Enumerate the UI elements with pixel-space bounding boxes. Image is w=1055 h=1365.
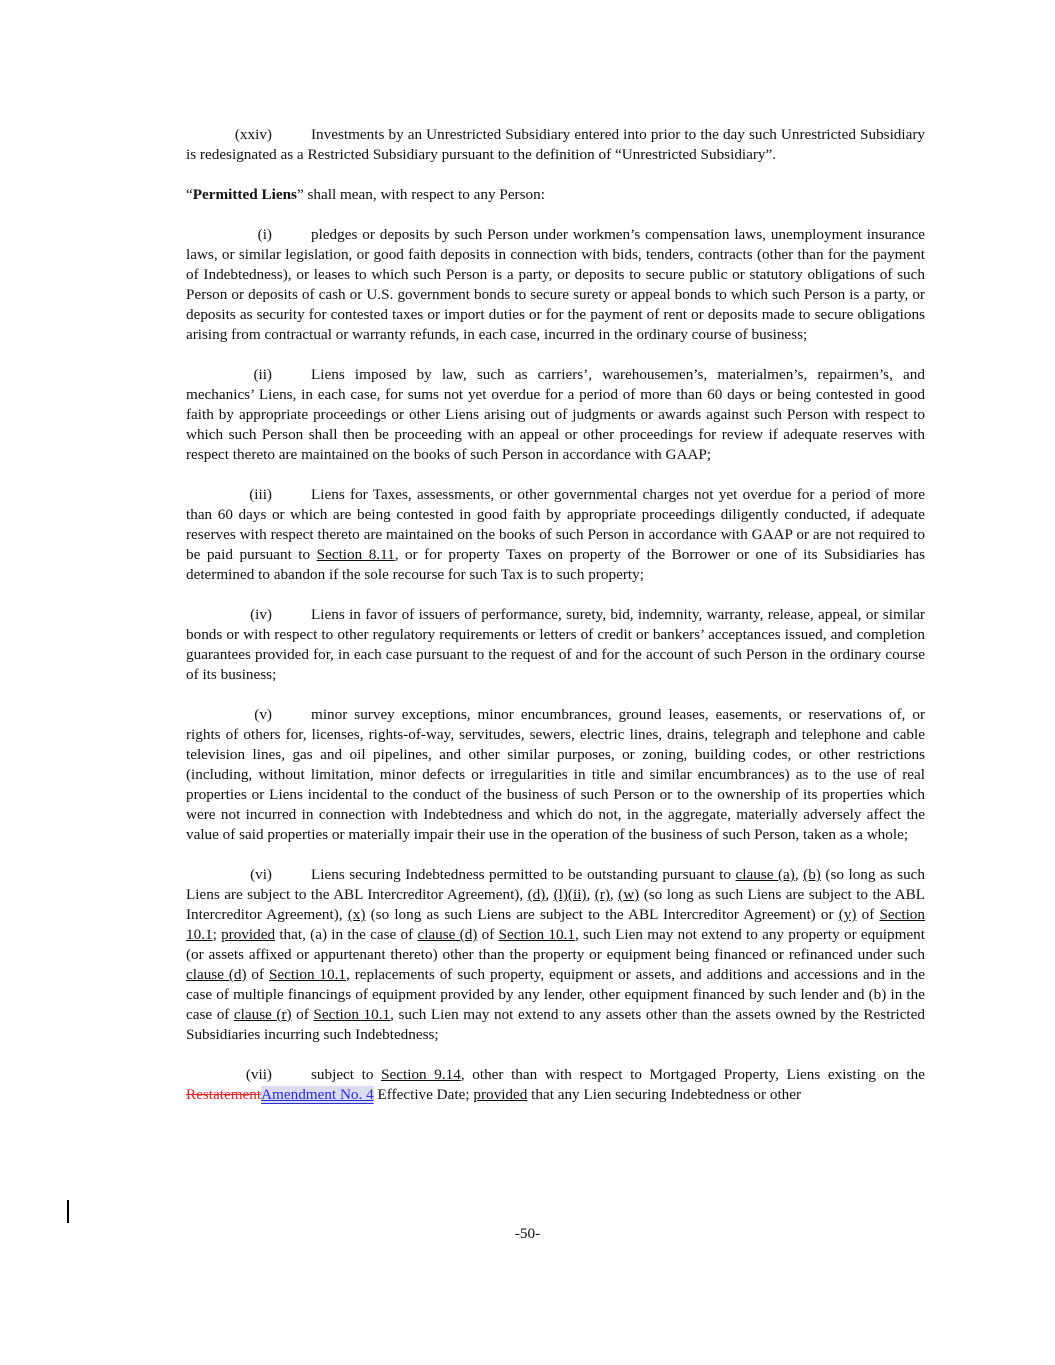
clause-paragraph [186, 485, 925, 585]
cross-reference: clause (d) [186, 966, 247, 983]
inserted-text: Amendment No. 4 [261, 1086, 374, 1103]
text-run: minor survey exceptions, minor encumbrances, ground leases, easements, or reservations of, or rights of others for, licenses, rights-of-way, servitudes, sewers, electric lines, drains, telegraph and telephone and cable television lines, gas and oil pipelines, and other similar purposes, or zoning, building codes, or other restrictions (including, without limitation, minor defects or irregularities in title and similar encumbrances) as to the use of real properties or Liens incidental to the conduct of the business of such Person or to the ownership of its properties which were not incurred in connection with Indebtedness and which do not, in the aggregate, materially adversely affect the value of said properties or materially impair their use in the operation of the business of such Person, taken as a whole; [186, 706, 925, 843]
text-run: “ [186, 186, 193, 203]
deleted-text: Restatement [186, 1086, 262, 1103]
cross-reference: clause (d) [417, 926, 478, 943]
clause-label: (iv) [250, 606, 272, 623]
text-run: subject to [311, 1066, 382, 1083]
cross-reference: (d) [527, 886, 546, 903]
cross-reference: provided [473, 1086, 528, 1103]
clause-label: (vi) [250, 866, 272, 883]
cross-reference: clause (r) [233, 1006, 292, 1023]
text-run: (so long as such Liens are subject to the ABL Intercreditor Agreement) or [365, 906, 839, 923]
cross-reference: (x) [347, 906, 366, 923]
clause-paragraph [186, 1065, 925, 1105]
cross-reference: provided [221, 926, 276, 943]
text-run: (so long as such Liens are subject to the ABL Intercreditor Agreement), [186, 886, 925, 923]
text-run: , or for property Taxes on property of the Borrower or one of its Subsidiaries has determined to abandon if the sole recourse for such Tax is to such property; [186, 546, 925, 583]
clause-paragraph [186, 365, 925, 465]
cross-reference: Section 10.1 [498, 926, 575, 943]
text-run: of [856, 906, 880, 923]
cross-reference: (l)(ii) [553, 886, 587, 903]
text-run: Effective Date; [373, 1086, 474, 1103]
cross-reference: Section 10.1 [268, 966, 347, 983]
cross-reference: clause (a) [735, 866, 795, 883]
text-run: ; [212, 926, 222, 943]
defined-term: Permitted Liens [192, 186, 297, 203]
clause-label: (iii) [249, 486, 272, 503]
cross-reference: (w) [618, 886, 640, 903]
text-run: , [609, 886, 619, 903]
clause-paragraph [186, 605, 925, 685]
text-run: of [246, 966, 269, 983]
definition-paragraph [186, 185, 925, 205]
text-run: , [794, 866, 804, 883]
text-run: pledges or deposits by such Person under workmen’s compensation laws, unemployment insurance laws, or similar legislation, or good faith deposits in connection with bids, tenders, contracts (other than for the payment of Indebtedness), or leases to which such Person is a party, or deposits to secure public or statutory obligations of such Person or deposits of cash or U.S. government bonds to secure surety or appeal bonds to which such Person is a party, or deposits as security for contested taxes or import duties or for the payment of rent or deposits made to secure obligations arising from contractual or warranty refunds, in each case, incurred in the ordinary course of business; [186, 226, 925, 343]
text-run: Liens for Taxes, assessments, or other governmental charges not yet overdue for a period of more than 60 days or which are being contested in good faith by appropriate proceedings diligently conducted, if adequate reserves with respect thereto are maintained on the books of such Person in accordance with GAAP or are not required to be paid pursuant to [186, 486, 925, 563]
text-run: (so long as such Liens are subject to the ABL Intercreditor Agreement), [186, 866, 926, 903]
text-run: of [477, 926, 499, 943]
clause-paragraph [186, 125, 925, 165]
cross-reference: Section 10.1 [186, 906, 925, 943]
clause-paragraph [186, 865, 925, 1045]
text-run: Liens securing Indebtedness permitted to be outstanding pursuant to [311, 866, 736, 883]
text-run: , [545, 886, 554, 903]
document-body [186, 125, 925, 1125]
cross-reference: Section 9.14 [381, 1066, 461, 1083]
clause-label: (i) [257, 226, 272, 243]
text-run: Investments by an Unrestricted Subsidiary entered into prior to the day such Unrestricted Subsidiary is redesignated as a Restricted Subsidiary pursuant to the definition of “Unrestricted Subsidiary”. [186, 126, 925, 163]
text-run: , such Lien may not extend to any property or equipment (or assets affixed or appurtenant thereto) other than the property or equipment being financed or refinanced under such [186, 926, 925, 963]
text-run: that any Lien securing Indebtedness or other [527, 1086, 802, 1103]
page-number: -50- [514, 1225, 541, 1242]
change-bar [67, 1200, 69, 1223]
clause-label: (vii) [245, 1066, 272, 1083]
clause-label: (v) [254, 706, 272, 723]
cross-reference: Section 8.11 [316, 546, 395, 563]
text-run: ” shall mean, with respect to any Person: [296, 186, 545, 203]
clause-paragraph [186, 705, 925, 845]
text-run: Liens in favor of issuers of performance, surety, bid, indemnity, warranty, release, appeal, or similar bonds or with respect to other regulatory requirements or letters of credit or bankers’ acceptances issued, and completion guarantees provided for, in each case pursuant to the request of and for the account of such Person in the ordinary course of its business; [186, 606, 925, 683]
clause-label: (xxiv) [234, 126, 272, 143]
clause-label: (ii) [253, 366, 272, 383]
text-run: , replacements of such property, equipment or assets, and additions and accessions and in the case of multiple financings of equipment provided by any lender, other equipment financed by such lender and (b) in the case of [186, 966, 926, 1023]
cross-reference: (r) [594, 886, 610, 903]
clause-paragraph [186, 225, 925, 345]
text-run: , such Lien may not extend to any assets other than the assets owned by the Restricted Subsidiaries incurring such Indebtedness; [186, 1006, 925, 1043]
cross-reference: (y) [838, 906, 857, 923]
text-run: that, (a) in the case of [275, 926, 418, 943]
cross-reference: Section 10.1 [313, 1006, 391, 1023]
text-run: , [586, 886, 595, 903]
text-run: Liens imposed by law, such as carriers’, warehousemen’s, materialmen’s, repairmen’s, and mechanics’ Liens, in each case, for sums not yet overdue for a period of more than 60 days or being contested in good faith by appropriate proceedings or other Liens arising out of judgments or awards against such Person with respect to which such Person shall then be proceeding with an appeal or other proceedings for review if adequate reserves with respect thereto are maintained on the books of such Person in accordance with GAAP; [186, 366, 925, 463]
text-run: of [291, 1006, 314, 1023]
text-run: , other than with respect to Mortgaged Property, Liens existing on the [460, 1066, 925, 1083]
cross-reference: (b) [803, 866, 821, 883]
